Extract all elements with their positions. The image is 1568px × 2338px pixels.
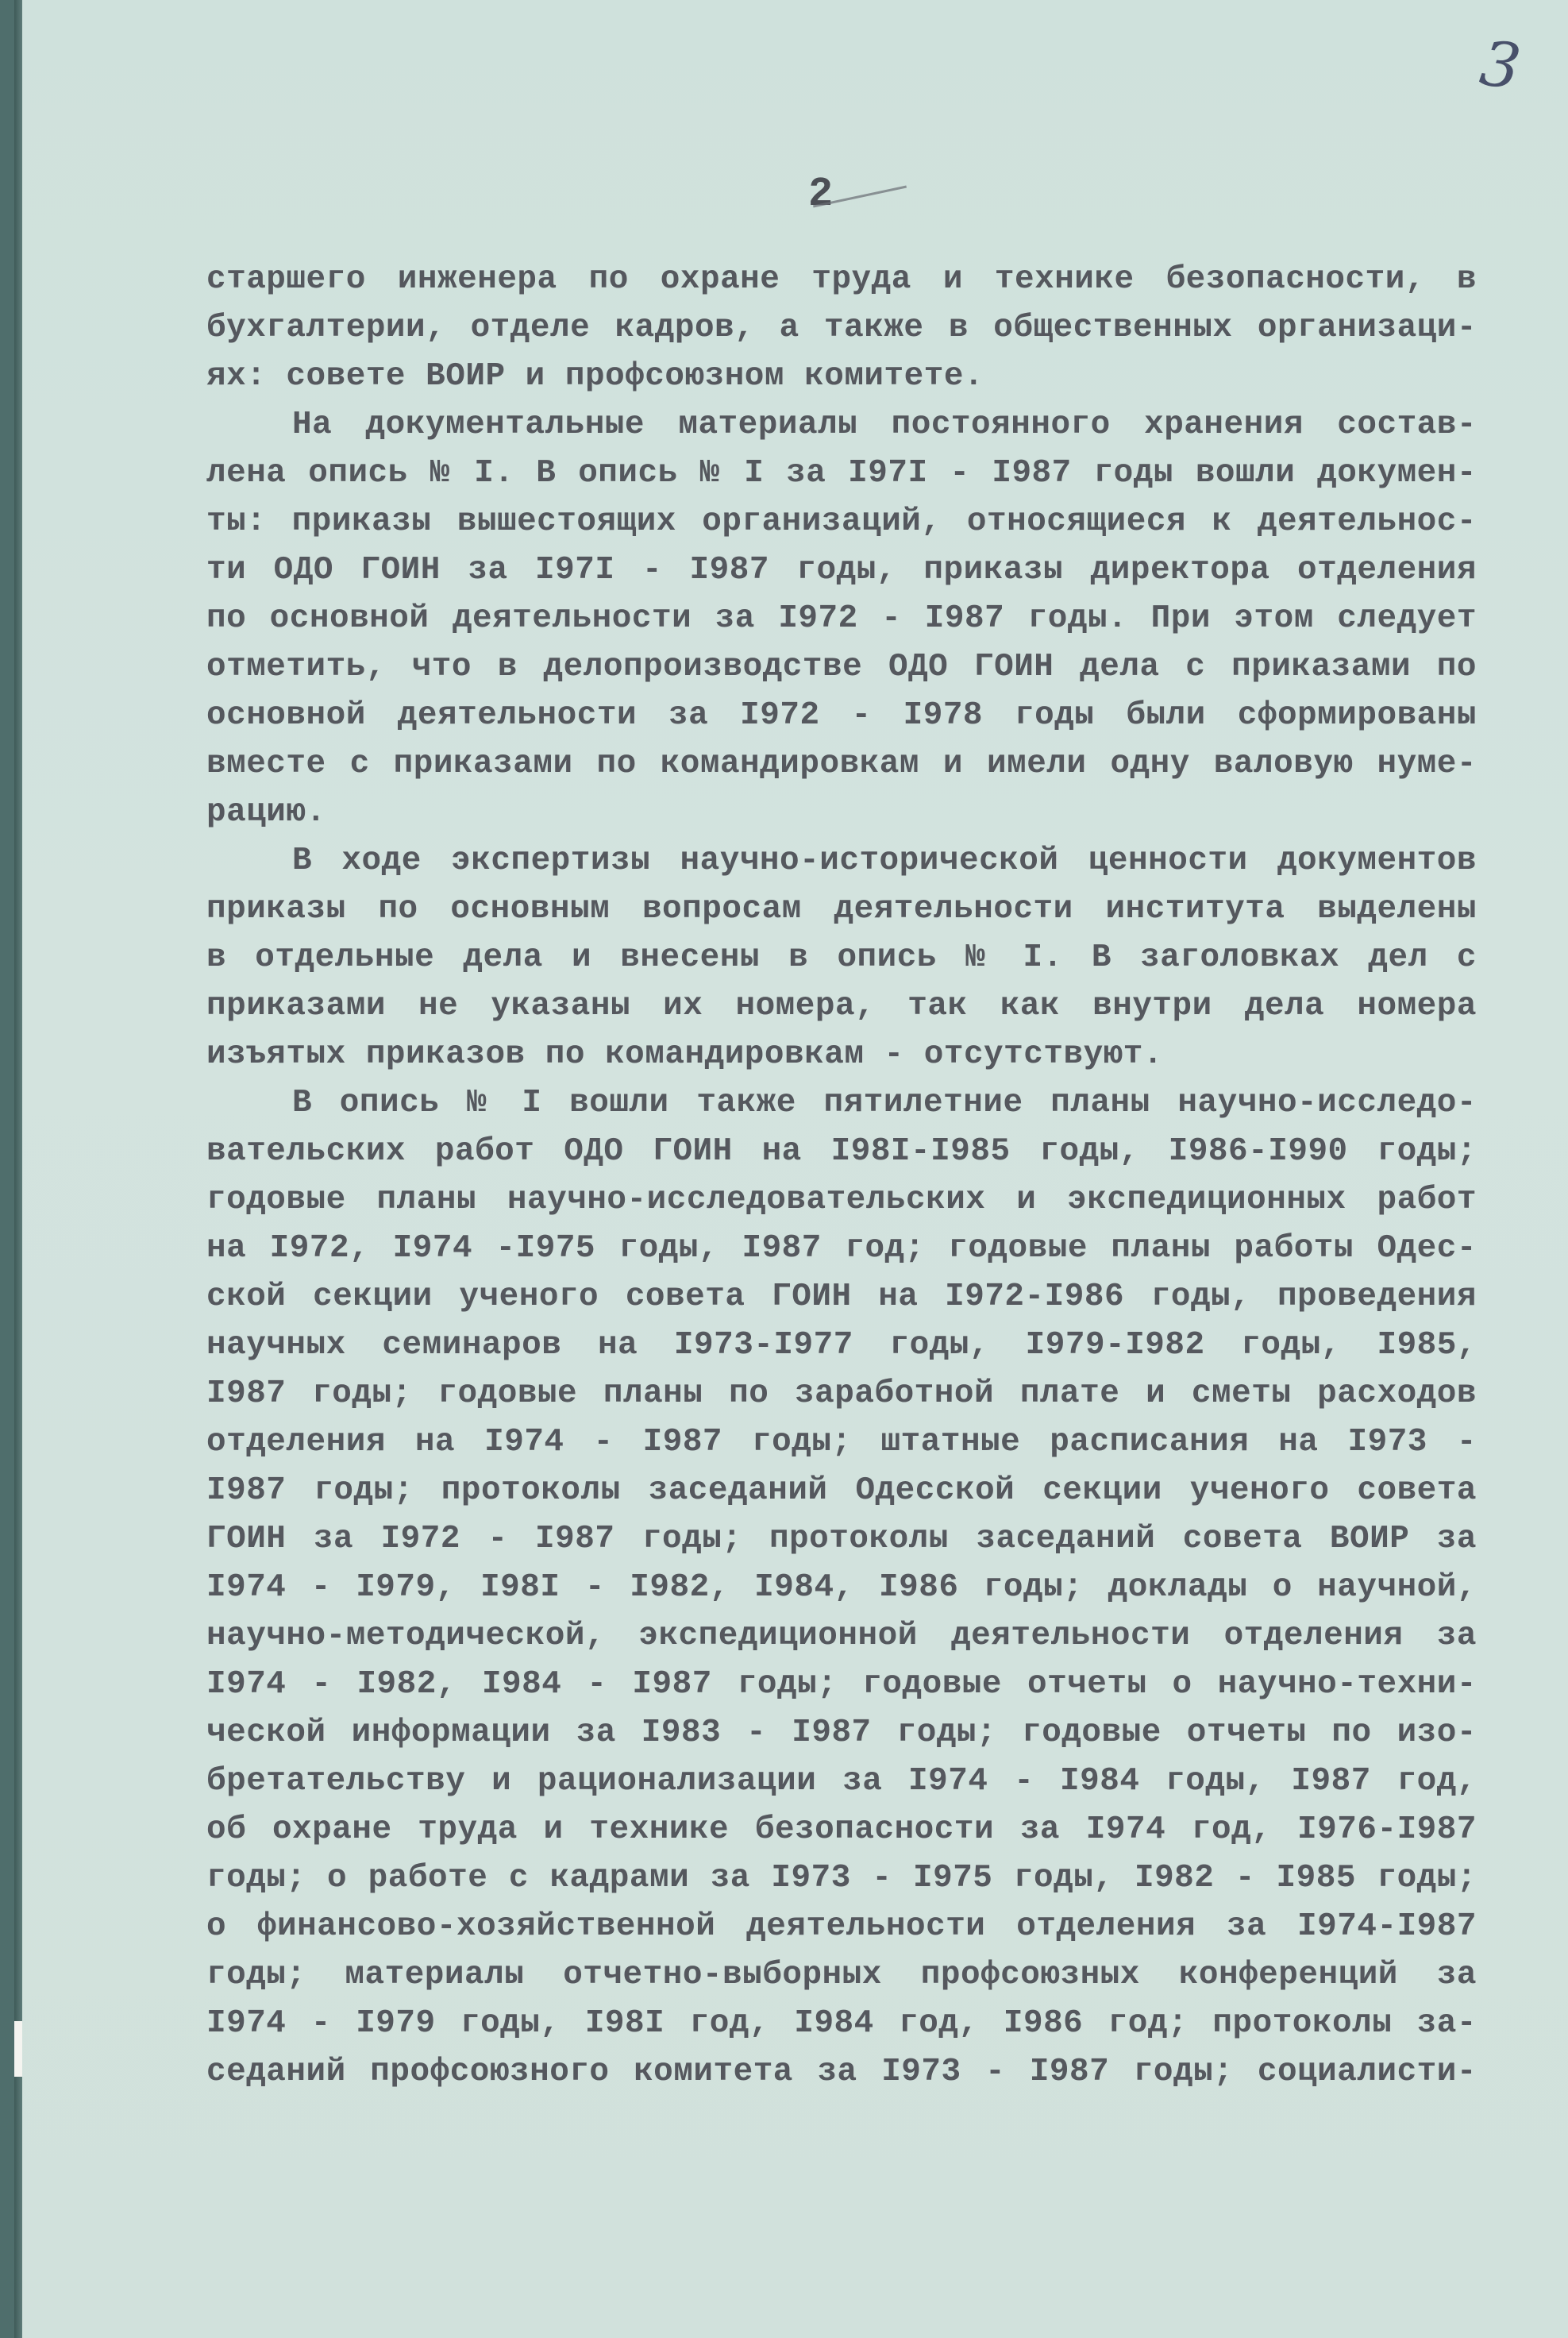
text-line: в отдельные дела и внесены в опись № I. В заголовках дел с [206,939,1477,976]
edge-mark [14,2021,22,2077]
document-page [14,0,1568,2338]
text-line: ты: приказы вышестоящих организаций, относящиеся к деятельнос- [206,503,1477,540]
text-line: отделения на I974 - I987 годы; штатные расписания на I973 - [206,1424,1477,1460]
paragraph-start-line: В ходе экспертизы научно-исторической ценности документов [292,843,1477,879]
text-line: ях: совете ВОИР и профсоюзном комитете. [206,358,984,395]
text-line: бретательству и рационализации за I974 - I984 годы, I987 год, [206,1763,1477,1800]
paragraph-start-line: На документальные материалы постоянного хранения состав- [292,407,1477,443]
text-line: рацию. [206,794,326,831]
text-line: о финансово-хозяйственной деятельности отделения за I974-I987 [206,1908,1477,1945]
text-line: I987 годы; годовые планы по заработной плате и сметы расходов [206,1375,1477,1412]
paragraph-start-line: В опись № I вошли также пятилетние планы научно-исследо- [292,1085,1477,1121]
text-line: годы; материалы отчетно-выборных профсоюзных конференций за [206,1957,1477,1993]
text-line: ской секции ученого совета ГОИН на I972-I986 годы, проведения [206,1279,1477,1315]
page-number: 2 [808,171,834,218]
text-line: отметить, что в делопроизводстве ОДО ГОИН дела с приказами по [206,649,1477,685]
text-line: I974 - I979 годы, I98I год, I984 год, I986 год; протоколы за- [206,2005,1477,2042]
text-line: лена опись № I. В опись № I за I97I - I987 годы вошли докумен- [206,455,1477,492]
handwritten-folio-number: 3 [1476,27,1526,105]
text-line: I987 годы; протоколы заседаний Одесской секции ученого совета [206,1472,1477,1509]
text-line: I974 - I979, I98I - I982, I984, I986 годы; доклады о научной, [206,1569,1477,1606]
text-line: вательских работ ОДО ГОИН на I98I-I985 годы, I986-I990 годы; [206,1133,1477,1170]
text-line: изъятых приказов по командировкам - отсутствуют. [206,1036,1163,1073]
text-line: на I972, I974 -I975 годы, I987 год; годовые планы работы Одес- [206,1230,1477,1267]
text-line: об охране труда и технике безопасности за I974 год, I976-I987 [206,1811,1477,1848]
text-line: приказами не указаны их номера, так как внутри дела номера [206,988,1477,1024]
text-line: основной деятельности за I972 - I978 годы были сформированы [206,697,1477,734]
text-line: старшего инженера по охране труда и технике безопасности, в [206,261,1477,298]
typewritten-body [206,256,1477,2097]
text-line: ческой информации за I983 - I987 годы; годовые отчеты по изо- [206,1715,1477,1751]
text-line: вместе с приказами по командировкам и имели одну валовую нуме- [206,746,1477,782]
text-line: бухгалтерии, отделе кадров, а также в общественных организаци- [206,310,1477,346]
text-line: научно-методической, экспедиционной деятельности отделения за [206,1618,1477,1654]
text-line: по основной деятельности за I972 - I987 годы. При этом следует [206,600,1477,637]
text-line: годовые планы научно-исследовательских и экспедиционных работ [206,1182,1477,1218]
binding-edge [14,0,22,2338]
text-line: научных семинаров на I973-I977 годы, I979-I982 годы, I985, [206,1327,1477,1364]
text-line: годы; о работе с кадрами за I973 - I975 годы, I982 - I985 годы; [206,1860,1477,1896]
text-line: седаний профсоюзного комитета за I973 - I987 годы; социалисти- [206,2054,1477,2090]
text-line: ГОИН за I972 - I987 годы; протоколы заседаний совета ВОИР за [206,1521,1477,1557]
text-line: приказы по основным вопросам деятельности института выделены [206,891,1477,928]
text-line: ти ОДО ГОИН за I97I - I987 годы, приказы директора отделения [206,552,1477,588]
text-line: I974 - I982, I984 - I987 годы; годовые отчеты о научно-техни- [206,1666,1477,1703]
